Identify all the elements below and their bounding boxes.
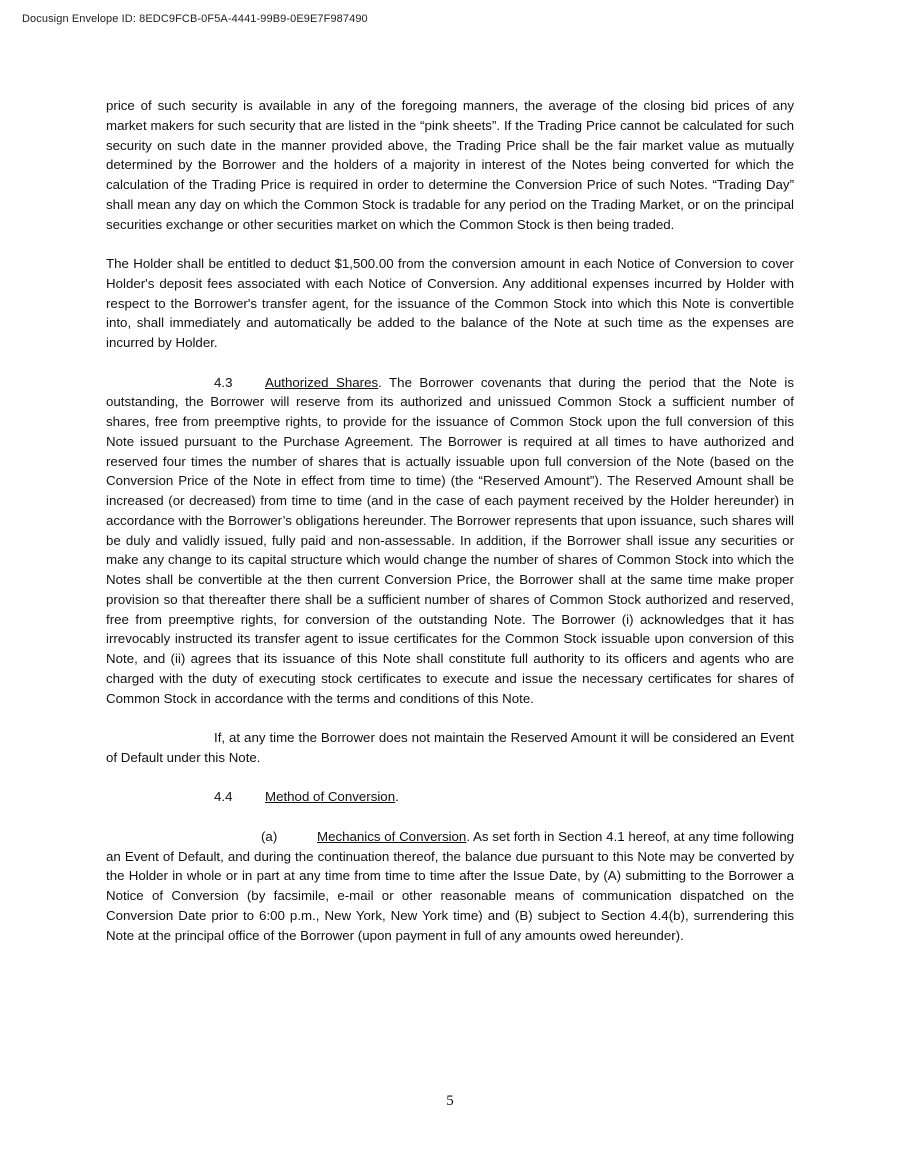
subsection-label: (a) bbox=[261, 828, 278, 844]
section-4-4 bbox=[106, 787, 794, 807]
section-4-4-a bbox=[106, 827, 794, 946]
envelope-id: Docusign Envelope ID: 8EDC9FCB-0F5A-4441-99B9-0E9E7F987490 bbox=[22, 13, 368, 25]
section-period: . bbox=[395, 789, 399, 805]
section-body: . The Borrower covenants that during the period that the Note is outstanding, the Borrower will reserve from its authorized and unissued Common Stock a sufficient number of shares, free from preemptive rights, to provide for the issuance of Common Stock upon the full conversion of this Note issued pursuant to the Purchase Agreement. The Borrower is required at all times to have authorized and reserved four times the number of shares that is actually issuable upon full conversion of the Note (based on the Conversion Price of the Note in effect from time to time) (the “Reserved Amount”). The Reserved Amount shall be increased (or decreased) from time to time (and in the case of each payment received by the Holder hereunder) in accordance with the Borrower’s obligations hereunder. The Borrower represents that upon issuance, such shares will be duly and validly issued, fully paid and non-assessable. In addition, if the Borrower shall issue any securities or make any change to its capital structure which would change the number of shares of Common Stock into which the Notes shall be convertible at the then current Conversion Price, the Borrower shall at the same time make proper provision so that thereafter there shall be a sufficient number of shares of Common Stock authorized and reserved, free from preemptive rights, for conversion of the outstanding Note. The Borrower (i) acknowledges that it has irrevocably instructed its transfer agent to issue certificates for the Common Stock issuable upon conversion of this Note, and (ii) agrees that its issuance of this Note shall constitute full authority to its officers and agents who are charged with the duty of executing stock certificates to execute and issue the necessary certificates for shares of Common Stock in accordance with the terms and conditions of this Note. bbox=[106, 374, 794, 706]
paragraph-text: If, at any time the Borrower does not maintain the Reserved Amount it will be considered an Event of Default under this Note. bbox=[106, 730, 794, 765]
section-heading: Authorized Shares bbox=[265, 374, 379, 390]
subsection-body: . As set forth in Section 4.1 hereof, at any time following an Event of Default, and during the continuation thereof, the balance due pursuant to this Note may be converted by the Holder in whole or in part at any time from time to time after the Issue Date, by (A) submitting to the Borrower a Notice of Conversion (by facsimile, e-mail or other reasonable means of communication dispatched on the Conversion Date prior to 6:00 p.m., New York, New York time) and (B) subject to Section 4.4(b), surrendering this Note at the principal office of the Borrower (upon payment in full of any amounts owed hereunder). bbox=[106, 828, 794, 943]
section-number: 4.3 bbox=[214, 374, 233, 390]
paragraph-deposit-fees: The Holder shall be entitled to deduct $1,500.00 from the conversion amount in each Notice of Conversion to cover Holder's deposit fees associated with each Notice of Conversion. Any additional expenses incurred by Holder with respect to the Borrower's transfer agent, for the issuance of the Common Stock into which this Note is convertible into, shall immediately and automatically be added to the balance of the Note at such time as the expenses are incurred by Holder. bbox=[106, 256, 794, 350]
paragraph-event-of-default bbox=[106, 728, 794, 768]
subsection-heading: Mechanics of Conversion bbox=[317, 828, 467, 844]
document-body bbox=[106, 96, 794, 965]
page-number: 5 bbox=[446, 1093, 454, 1109]
section-number: 4.4 bbox=[214, 789, 233, 805]
section-4-3 bbox=[106, 373, 794, 709]
paragraph-trading-price: price of such security is available in any of the foregoing manners, the average of the closing bid prices of any market makers for such security that are listed in the “pink sheets”. If the Trading Price cannot be calculated for such security on such date in the manner provided above, the Trading Price shall be the fair market value as mutually determined by the Borrower and the holders of a majority in interest of the Notes being converted for which the calculation of the Trading Price is required in order to determine the Conversion Price of such Notes. “Trading Day” shall mean any day on which the Common Stock is tradable for any period on the Trading Market, or on the principal securities exchange or other securities market on which the Common Stock is then being traded. bbox=[106, 98, 794, 232]
section-heading: Method of Conversion bbox=[265, 789, 396, 805]
